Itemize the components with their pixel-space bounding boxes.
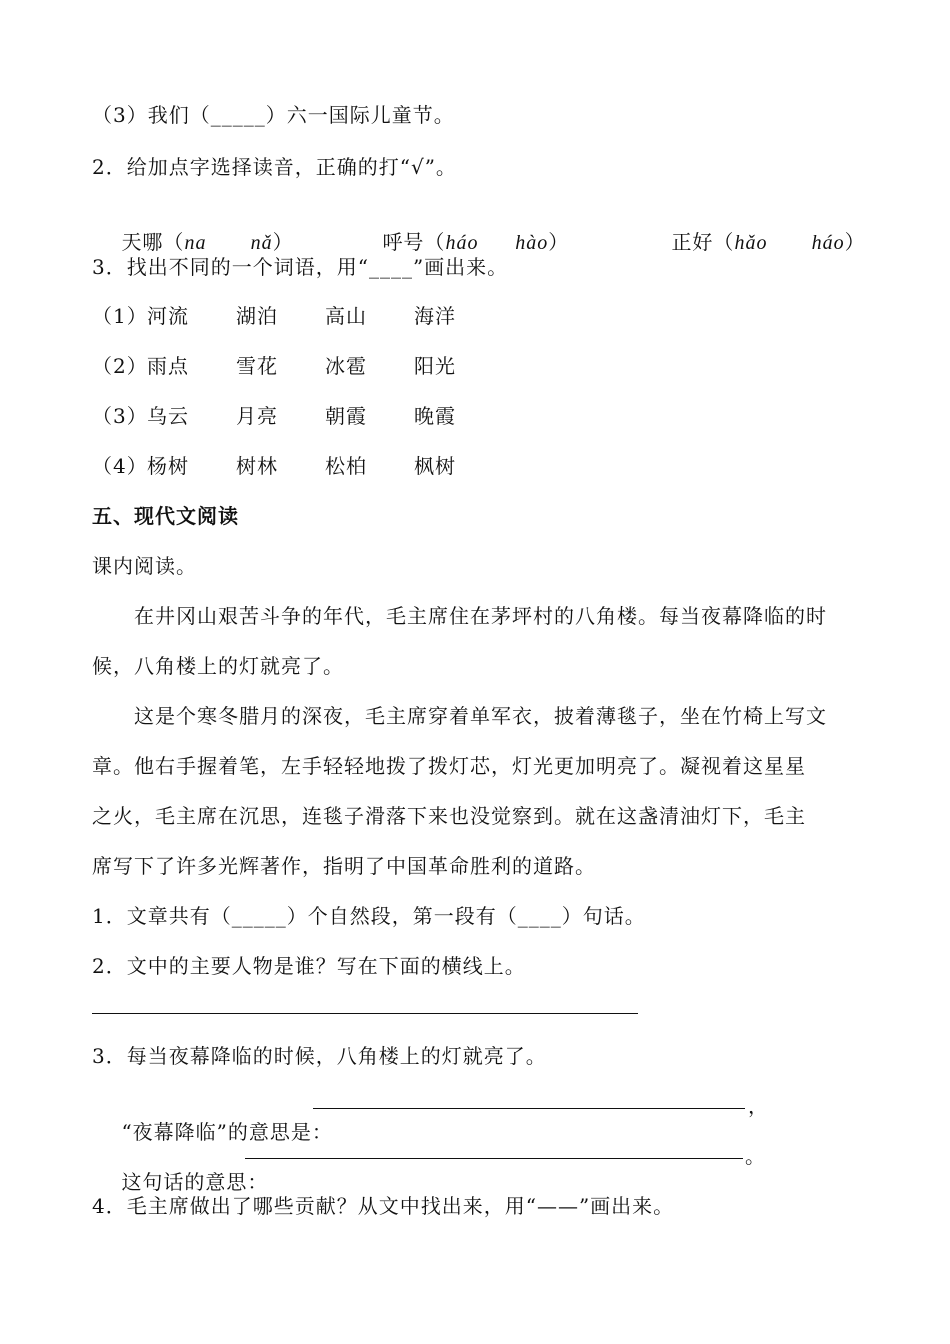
question-3b-end: 。 xyxy=(745,1144,766,1168)
word-option[interactable]: 枫树 xyxy=(414,454,456,478)
pinyin-option[interactable]: hǎo xyxy=(734,232,768,254)
word-option[interactable]: 河流 xyxy=(147,304,189,328)
pinyin-option[interactable]: háo xyxy=(445,232,479,254)
answer-line[interactable] xyxy=(313,1108,745,1109)
word-option[interactable]: 海洋 xyxy=(414,304,456,328)
word-option[interactable]: 乌云 xyxy=(147,404,189,428)
question-4: 4．毛主席做出了哪些贡献？从文中找出来，用“——”画出来。 xyxy=(92,1194,675,1218)
passage-line: 候，八角楼上的灯就亮了。 xyxy=(92,654,344,678)
question-3b-label: 这句话的意思： xyxy=(121,1170,269,1194)
question-odd-word-title: 3．找出不同的一个词语，用“____”画出来。 xyxy=(92,255,509,279)
pinyin-option[interactable]: hào xyxy=(515,232,549,254)
word-option[interactable]: 冰雹 xyxy=(325,354,367,378)
word-option[interactable]: 晚霞 xyxy=(414,404,456,428)
question-3a-label: “夜幕降临”的意思是： xyxy=(121,1120,333,1144)
word-group-number: （4） xyxy=(92,454,148,478)
fill-blank-item-3: （3）我们（_____）六一国际儿童节。 xyxy=(92,103,455,127)
question-3: 3．每当夜幕降临的时候，八角楼上的灯就亮了。 xyxy=(92,1044,547,1068)
word-option[interactable]: 湖泊 xyxy=(236,304,278,328)
word-option[interactable]: 雪花 xyxy=(236,354,278,378)
word-option[interactable]: 树林 xyxy=(236,454,278,478)
answer-line[interactable] xyxy=(245,1158,743,1159)
pinyin-choice-1: 天哪（na nǎ） xyxy=(121,230,294,254)
word-group-number: （2） xyxy=(92,354,148,378)
question-1: 1．文章共有（_____）个自然段，第一段有（____）句话。 xyxy=(92,904,646,928)
word-option[interactable]: 高山 xyxy=(325,304,367,328)
question-3a-end: ， xyxy=(748,1094,769,1118)
question-pinyin-title: 2．给加点字选择读音，正确的打“√”。 xyxy=(92,155,457,179)
word-group-number: （3） xyxy=(92,404,148,428)
passage-line: 在井冈山艰苦斗争的年代，毛主席住在茅坪村的八角楼。每当夜幕降临的时 xyxy=(92,604,827,628)
passage-line: 这是个寒冬腊月的深夜，毛主席穿着单军衣，披着薄毯子，坐在竹椅上写文 xyxy=(92,704,827,728)
word-option[interactable]: 雨点 xyxy=(147,354,189,378)
word-group-number: （1） xyxy=(92,304,148,328)
word-option[interactable]: 月亮 xyxy=(236,404,278,428)
answer-line[interactable] xyxy=(92,1013,638,1014)
passage-line: 席写下了许多光辉著作，指明了中国革命胜利的道路。 xyxy=(92,854,596,878)
reading-label: 课内阅读。 xyxy=(92,554,197,578)
passage-line: 章。他右手握着笔，左手轻轻地拨了拨灯芯，灯光更加明亮了。凝视着这星星 xyxy=(92,754,806,778)
pinyin-option[interactable]: nǎ xyxy=(250,232,273,254)
word-option[interactable]: 朝霞 xyxy=(325,404,367,428)
question-2: 2．文中的主要人物是谁？写在下面的横线上。 xyxy=(92,954,526,978)
word-option[interactable]: 杨树 xyxy=(147,454,189,478)
pinyin-choice-2: 呼号（háo hào） xyxy=(382,230,570,254)
pinyin-option[interactable]: na xyxy=(184,232,207,254)
passage-line: 之火，毛主席在沉思，连毯子滑落下来也没觉察到。就在这盏清油灯下，毛主 xyxy=(92,804,806,828)
section-title: 五、现代文阅读 xyxy=(92,504,239,528)
word-option[interactable]: 松柏 xyxy=(325,454,367,478)
word-option[interactable]: 阳光 xyxy=(414,354,456,378)
pinyin-option[interactable]: háo xyxy=(811,232,845,254)
pinyin-choice-3: 正好（hǎo háo） xyxy=(671,230,866,254)
